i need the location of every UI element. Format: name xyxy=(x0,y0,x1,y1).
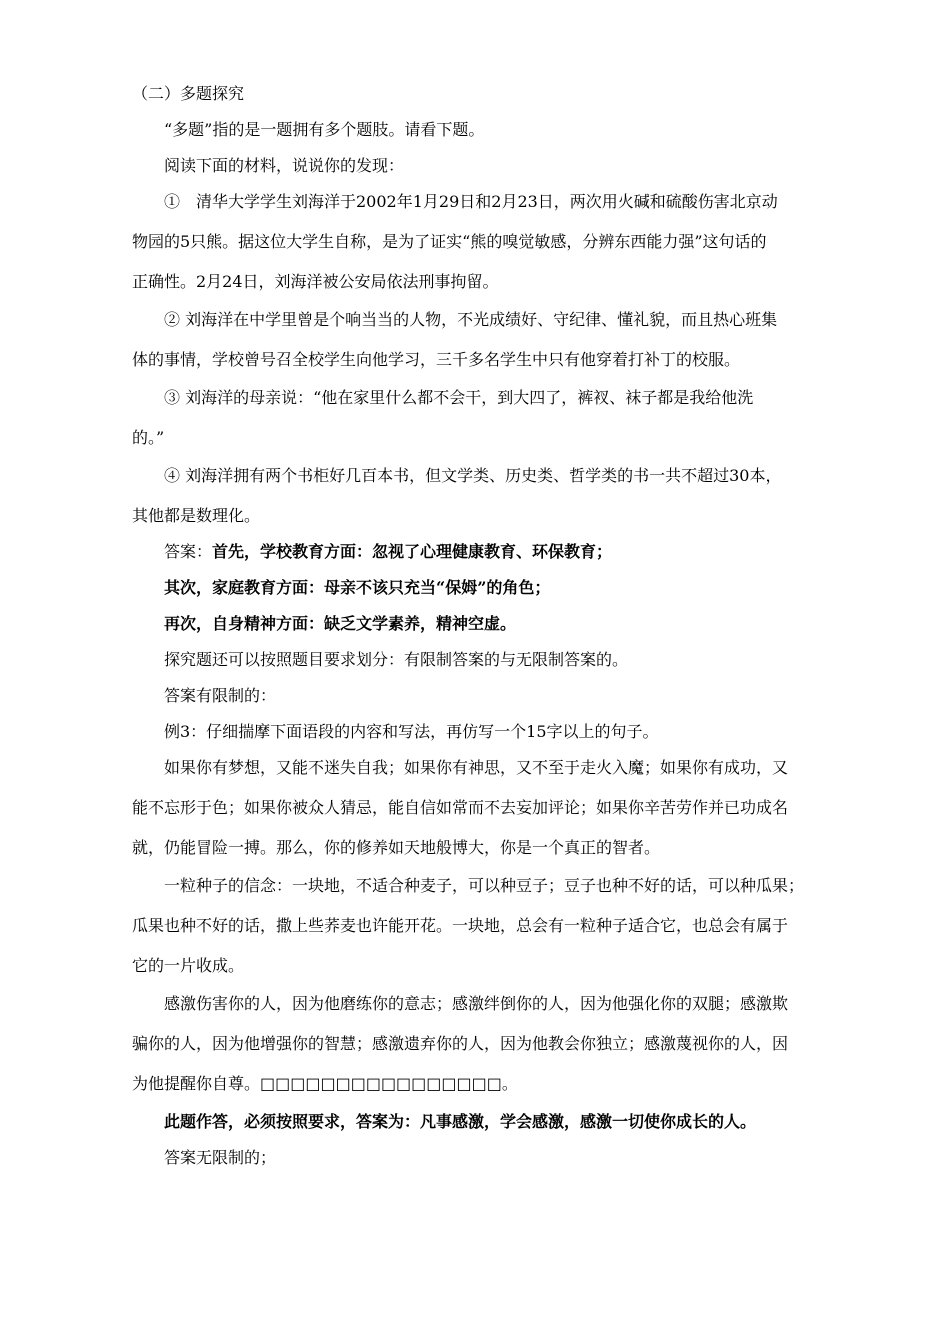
paragraph-2-line-3: 它的一片收成。 xyxy=(132,956,245,975)
material-item-1-line-2: 物园的5只熊。据这位大学生自称，是为了证实“熊的嗅觉敏感，分辨东西能力强”这句话的 xyxy=(132,232,767,251)
answer-1-line-2: 其次，家庭教育方面：母亲不该只充当“保姆”的角色； xyxy=(164,578,551,597)
example-3-prompt: 例3：仔细揣摩下面语段的内容和写法，再仿写一个15字以上的句子。 xyxy=(164,722,659,741)
material-item-1-line-3: 正确性。2月24日，刘海洋被公安局依法刑事拘留。 xyxy=(132,272,499,291)
material-item-4-line-2: 其他都是数理化。 xyxy=(132,506,261,525)
material-item-2-line-1: ② 刘海洋在中学里曾是个响当当的人物，不光成绩好、守纪律、懂礼貌，而且热心班集 xyxy=(164,310,778,329)
material-item-4-line-1: ④ 刘海洋拥有两个书柜好几百本书，但文学类、历史类、哲学类的书一共不超过30本， xyxy=(164,466,782,485)
paragraph-2-line-1: 一粒种子的信念：一块地，不适合种麦子，可以种豆子；豆子也种不好的话，可以种瓜果； xyxy=(164,876,805,895)
paragraph-3-line-2: 骗你的人，因为他增强你的智慧；感激遗弃你的人，因为他教会你独立；感激蔑视你的人，因 xyxy=(132,1034,789,1053)
section-heading: （二）多题探究 xyxy=(132,84,245,103)
answer-label: 答案： xyxy=(164,542,213,561)
intro-text: “多题”指的是一题拥有多个题肢。请看下题。 xyxy=(164,120,485,139)
paragraph-1-line-1: 如果你有梦想，又能不迷失自我；如果你有神思，又不至于走火入魔；如果你有成功，又 xyxy=(164,758,789,777)
paragraph-1-line-3: 就，仍能冒险一搏。那么，你的修养如天地般博大，你是一个真正的智者。 xyxy=(132,838,661,857)
paragraph-1-line-2: 能不忘形于色；如果你被众人猜忌，能自信如常而不去妄加评论；如果你辛苦劳作并已功成名 xyxy=(132,798,789,817)
paragraph-3-line-3: 为他提醒你自尊。□□□□□□□□□□□□□□□□。 xyxy=(132,1074,518,1093)
limited-answer-title: 答案有限制的： xyxy=(164,686,277,705)
instruction-text: 阅读下面的材料，说说你的发现： xyxy=(164,156,405,175)
unlimited-answer-title: 答案无限制的； xyxy=(164,1148,277,1167)
paragraph-3-line-1: 感激伤害你的人，因为他磨练你的意志；感激绊倒你的人，因为他强化你的双腿；感激欺 xyxy=(164,994,789,1013)
material-item-3-line-1: ③ 刘海洋的母亲说：“他在家里什么都不会干，到大四了，裤衩、袜子都是我给他洗 xyxy=(164,388,754,407)
answer-1-text-1: 首先，学校教育方面：忽视了心理健康教育、环保教育； xyxy=(212,542,613,561)
material-item-2-line-2: 体的事情，学校曾号召全校学生向他学习，三千多名学生中只有他穿着打补丁的校服。 xyxy=(132,350,741,369)
paragraph-2-line-2: 瓜果也种不好的话，撒上些荞麦也许能开花。一块地，总会有一粒种子适合它，也总会有属于 xyxy=(132,916,789,935)
answer-1-line-1 xyxy=(164,542,612,562)
answer-2-text: 此题作答，必须按照要求，答案为：凡事感激，学会感激，感激一切使你成长的人。 xyxy=(164,1112,757,1131)
material-item-1-line-1: ① 清华大学学生刘海洋于2002年1月29日和2月23日，两次用火碱和硫酸伤害北京动 xyxy=(164,192,778,211)
classification-text: 探究题还可以按照题目要求划分：有限制答案的与无限制答案的。 xyxy=(164,650,629,669)
material-item-3-line-2: 的。” xyxy=(132,428,165,447)
answer-1-line-3: 再次，自身精神方面：缺乏文学素养，精神空虚。 xyxy=(164,614,517,633)
